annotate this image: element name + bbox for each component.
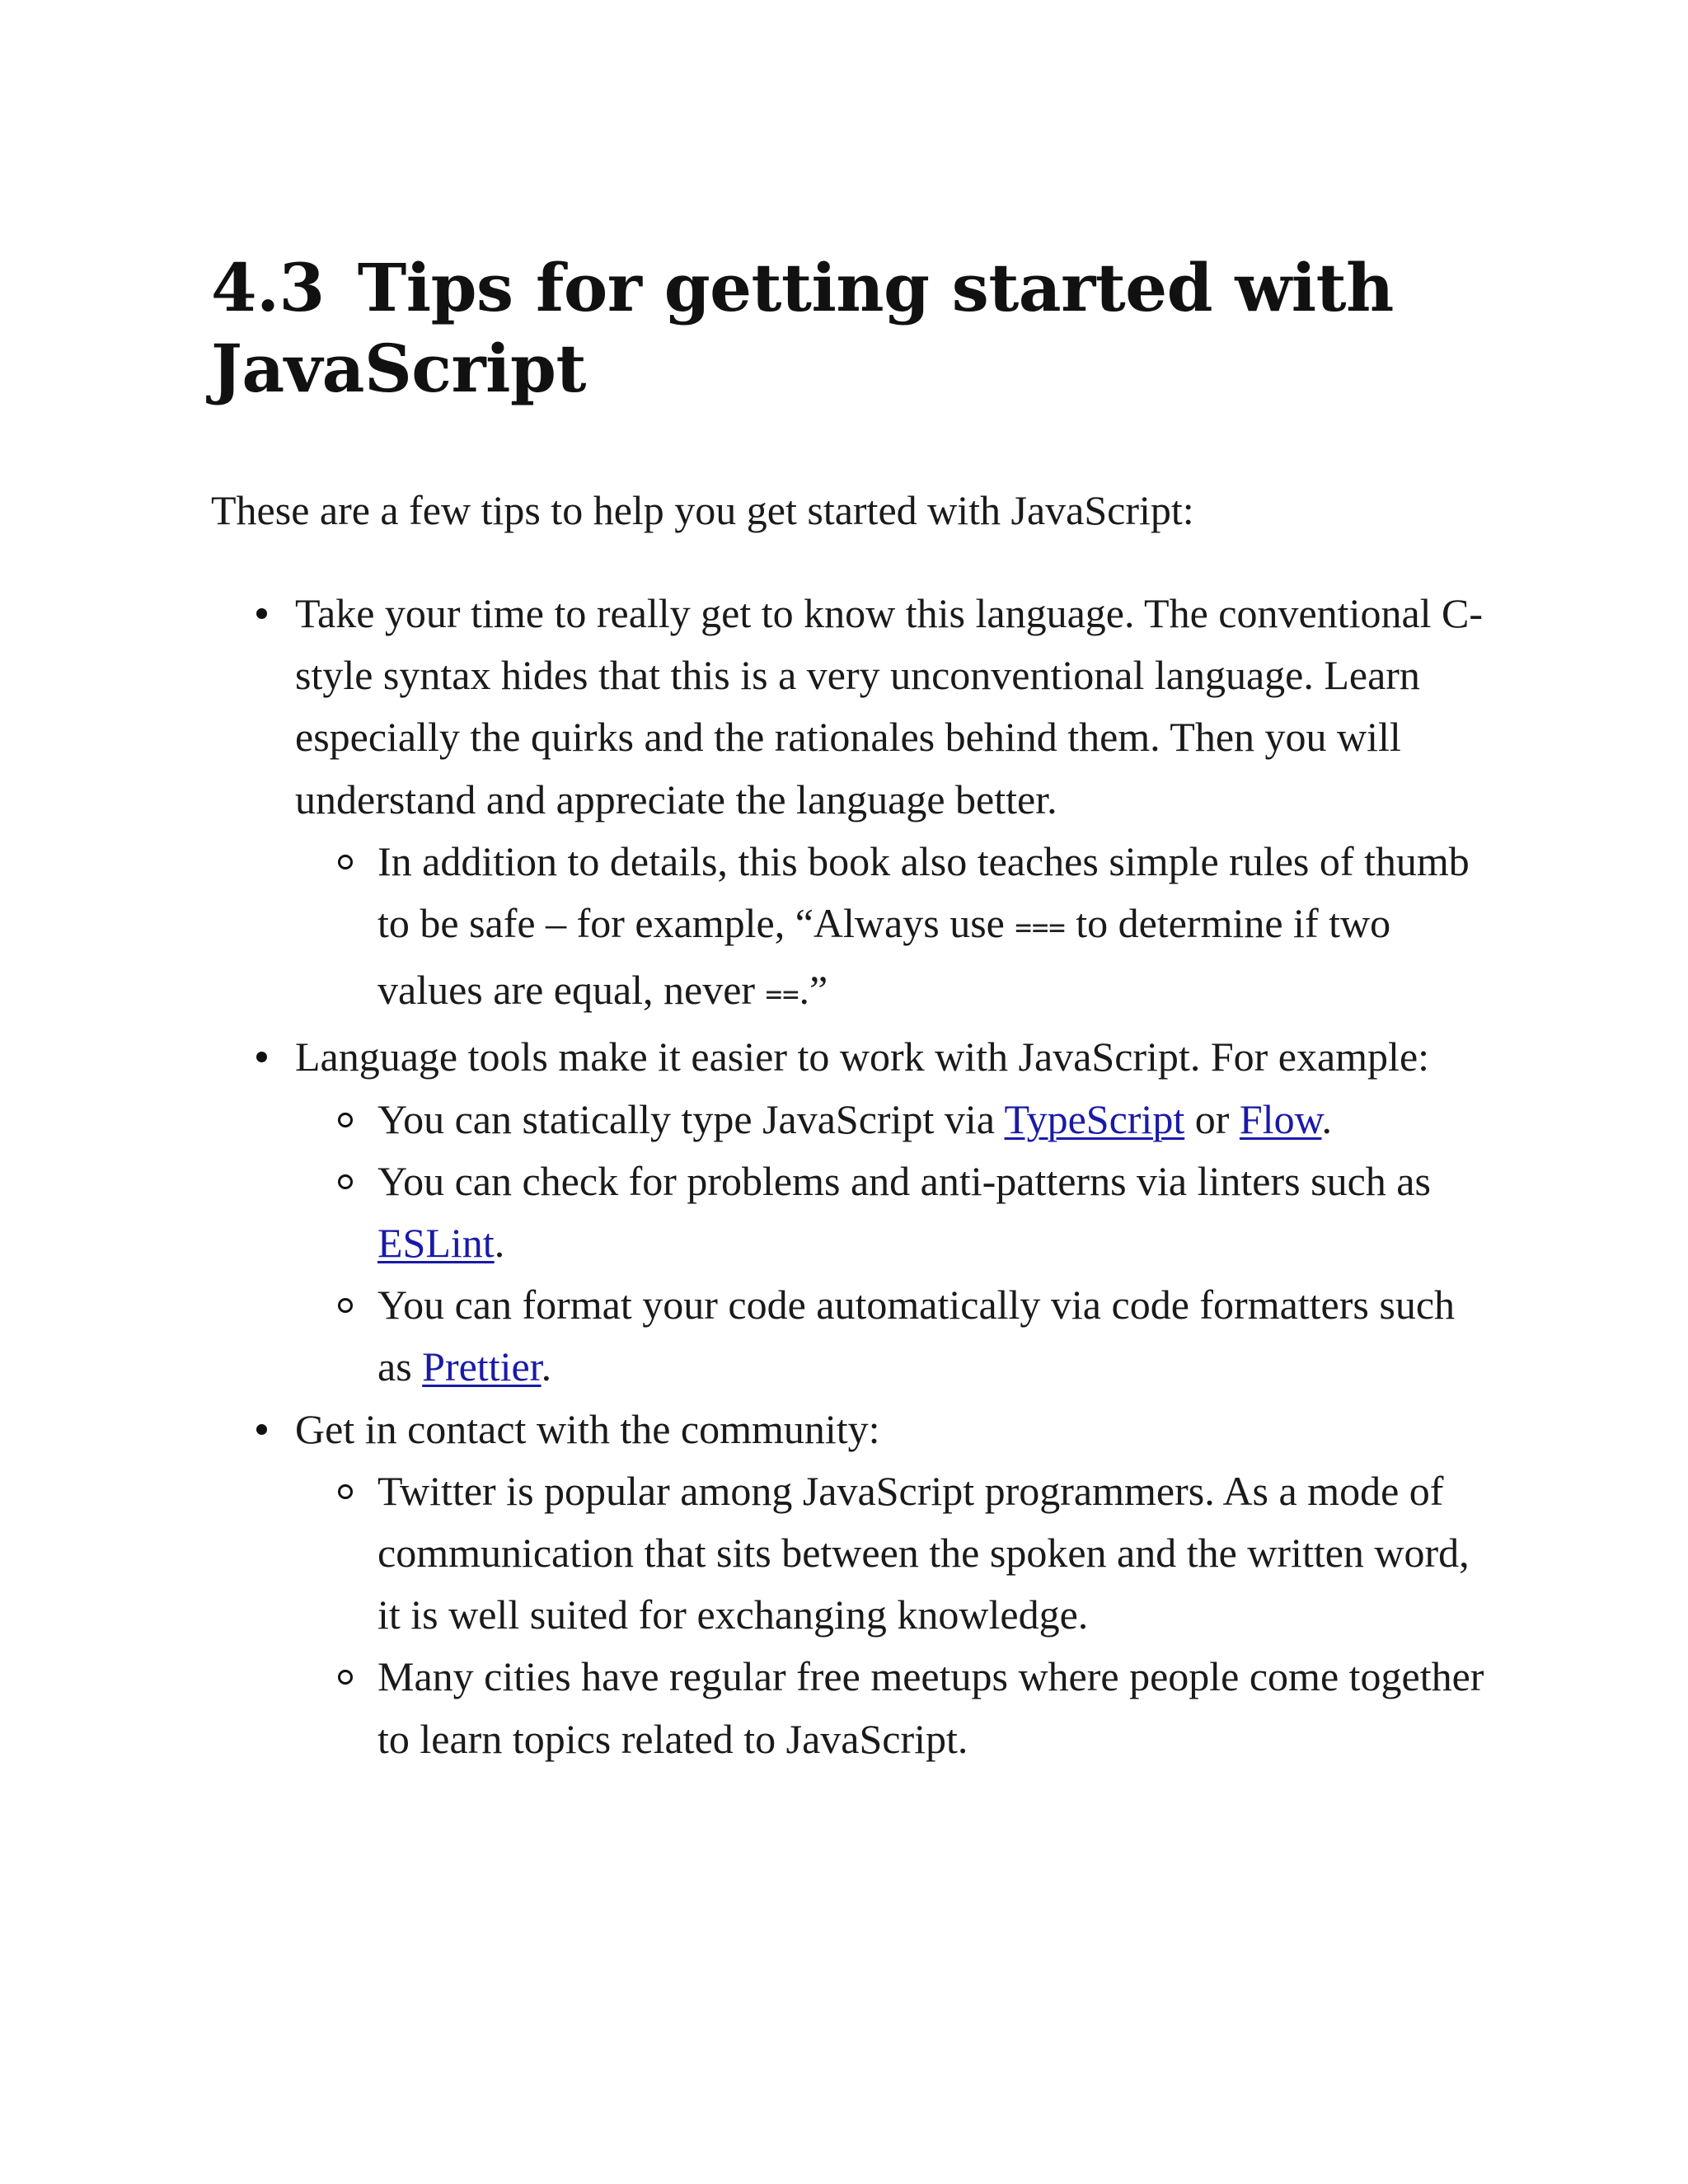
meetups-text: Many cities have regular free meetups where people come together to learn topics related to JavaScript. [377,1653,1484,1762]
rule-text-after: .” [799,967,828,1014]
twitter-text: Twitter is popular among JavaScript programmers. As a mode of communication that sits between the spoken and the written word, it is well suited for exchanging knowledge. [377,1467,1470,1638]
linters-text-after: . [494,1220,505,1267]
bullet-icon [256,1424,267,1435]
tip-3-text: Get in contact with the community: [295,1405,880,1452]
eslint-link[interactable]: ESLint [377,1220,495,1267]
flow-link[interactable]: Flow [1239,1095,1322,1142]
circle-bullet-icon [338,855,353,869]
list-item-tip-3 [211,1399,1497,1770]
typing-text-after: . [1321,1095,1332,1142]
tip-3-sublist [295,1460,1497,1770]
page-content [211,247,1497,1770]
formatters-text-before: You can format your code automatically via code formatters such as [377,1282,1456,1390]
section-number: 4.3 [211,249,325,326]
formatters-text-after: . [541,1343,552,1390]
prettier-link[interactable]: Prettier [422,1343,542,1390]
bullet-icon [256,1052,267,1062]
tip-1-text: Take your time to really get to know this language. The conventional C-style syntax hides that this is a very unconventional language. Learn especially the quirks and the rationales behind them. Then you will understand and appreciate the language better. [295,590,1484,823]
bullet-icon [256,608,267,619]
typing-text-middle: or [1184,1095,1240,1142]
circle-bullet-icon [338,1670,353,1685]
circle-bullet-icon [338,1113,353,1127]
tips-list [211,583,1497,1770]
list-item-formatters [295,1274,1497,1398]
circle-bullet-icon [338,1298,353,1313]
rule-text-middle: to determine if two values are equal, never [377,900,1391,1014]
rule-text-before: In addition to details, this book also teaches simple rules of thumb to be safe – for example, “Always use [377,837,1470,947]
tip-2-text: Language tools make it easier to work with JavaScript. For example: [295,1033,1430,1080]
strict-equality-code: === [1015,912,1066,945]
typescript-link[interactable]: TypeScript [1004,1095,1185,1142]
loose-equality-code: == [765,978,799,1012]
list-item-twitter [295,1460,1497,1647]
intro-paragraph: These are a few tips to help you get started with JavaScript: [211,487,1194,533]
section-heading [211,247,1497,409]
list-item-meetups [295,1646,1497,1769]
typing-text-before: You can statically type JavaScript via [377,1095,1005,1142]
linters-text-before: You can check for problems and anti-patterns via linters such as [377,1157,1431,1204]
section-title: Tips for getting started with JavaScript [211,249,1394,407]
tip-2-sublist [295,1089,1497,1399]
list-item-static-typing [295,1089,1497,1151]
list-item-tip-1 [211,583,1497,1026]
tip-1-sublist [295,831,1497,1027]
list-item-rule-of-thumb [295,831,1497,1027]
circle-bullet-icon [338,1484,353,1499]
list-item-tip-2 [211,1026,1497,1398]
list-item-linters [295,1151,1497,1274]
circle-bullet-icon [338,1174,353,1189]
